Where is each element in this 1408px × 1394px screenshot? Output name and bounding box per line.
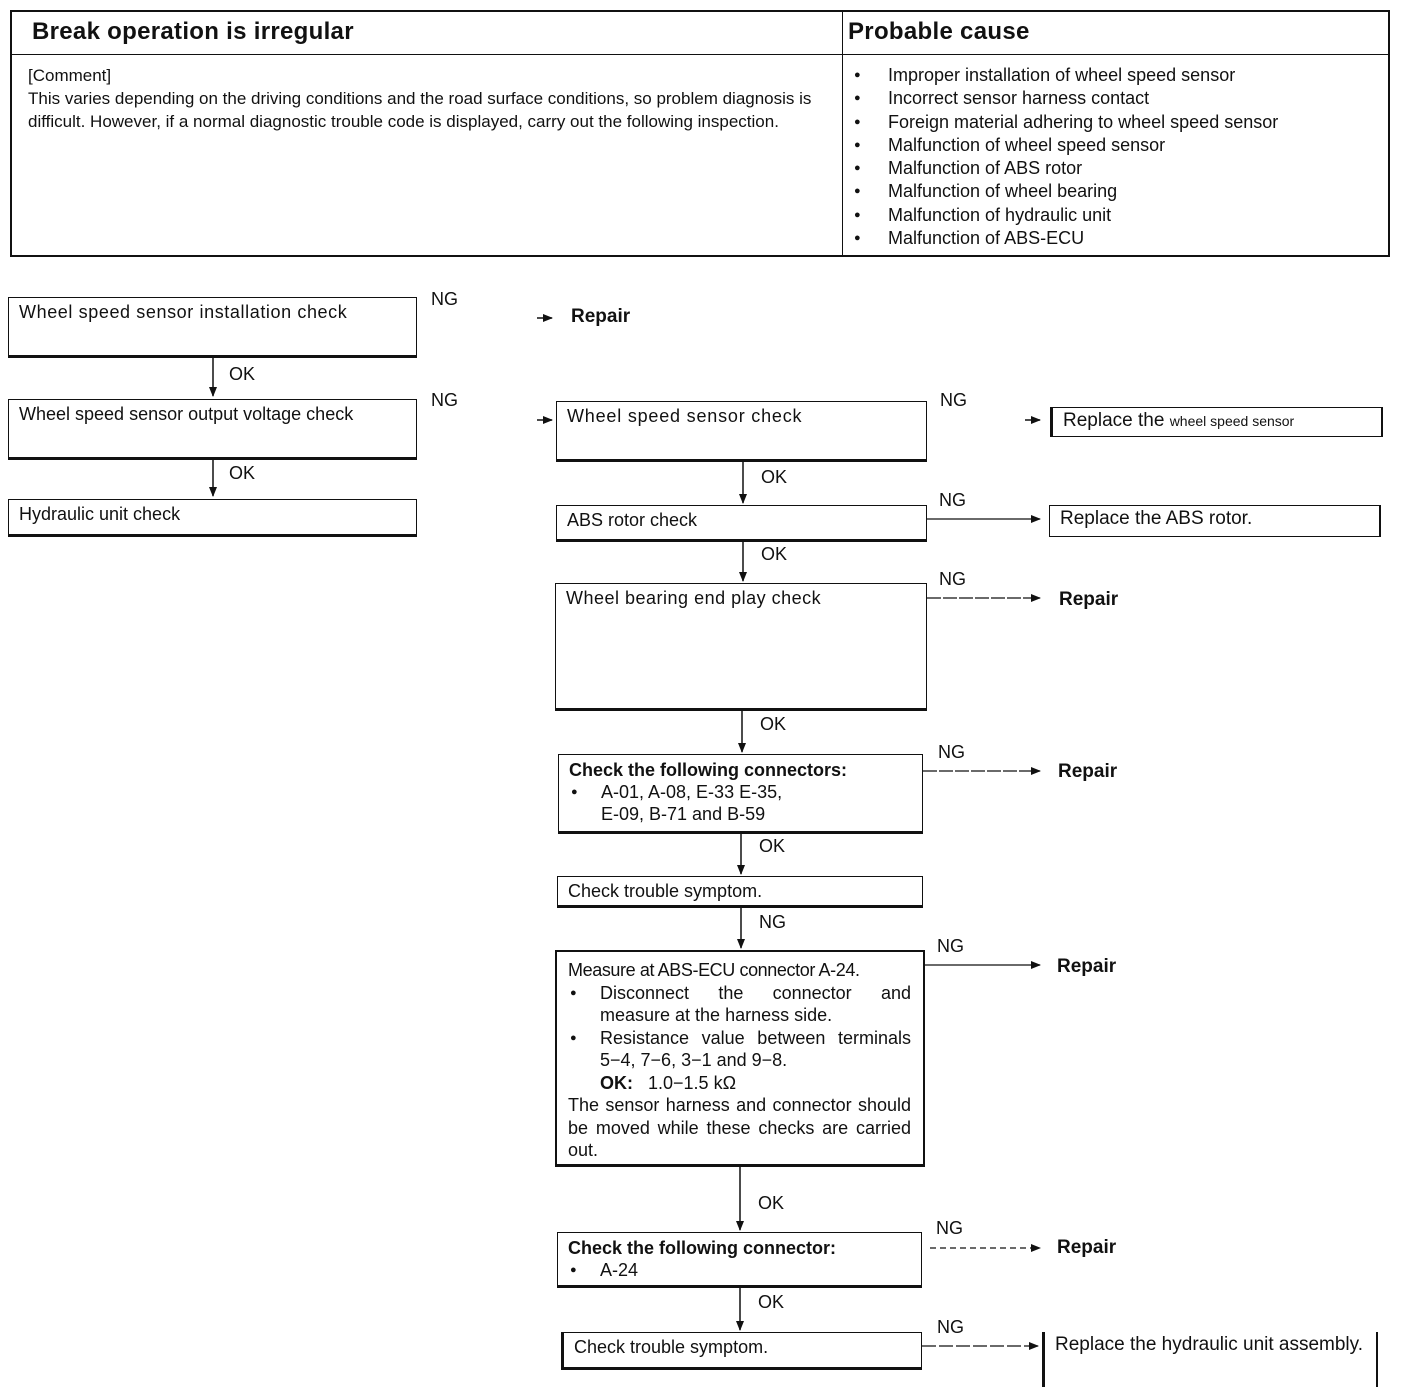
connector-check-title: Check the following connector: — [568, 1238, 837, 1258]
cause-item: ● Malfunction of ABS-ECU — [850, 227, 1390, 250]
measure-box — [555, 950, 925, 1167]
ok-label: OK — [758, 1292, 785, 1312]
output-check-box — [8, 399, 417, 460]
cause-item: ● Malfunction of hydraulic unit — [850, 204, 1390, 227]
connector-check-item: ● A-24 — [568, 1259, 911, 1281]
cause-item: ● Malfunction of wheel bearing — [850, 180, 1390, 203]
repair-result: Repair — [1057, 956, 1117, 977]
measure-ok-value: 1.0−1.5 kΩ — [648, 1072, 737, 1093]
ng-label: NG — [431, 390, 458, 410]
bearing-check-box — [555, 583, 927, 711]
hydraulic-check-label: Hydraulic unit check — [19, 504, 181, 524]
connectors-list-line: ● A-01, A-08, E-33 E-35, — [601, 782, 783, 802]
ng-label: NG — [431, 289, 458, 309]
symptom-check-label: Check trouble symptom. — [568, 881, 763, 901]
measure-bullet: ● Resistance value between terminals 5−4, 7−6, 3−1 and 9−8. — [568, 1027, 911, 1072]
measure-ok-line — [568, 1072, 911, 1095]
install-check-label: Wheel speed sensor installation check — [19, 302, 348, 322]
symptom-check-label: Check trouble symptom. — [574, 1337, 769, 1357]
ng-label: NG — [939, 490, 966, 510]
connectors-check-title: Check the following connectors: — [569, 760, 848, 780]
repair-result: Repair — [571, 306, 631, 327]
connectors-check-box — [558, 754, 923, 834]
measure-ok-label: OK: — [600, 1072, 633, 1093]
ng-label: NG — [759, 912, 786, 932]
replace-sensor-suffix: wheel speed sensor — [1169, 413, 1295, 429]
connectors-list-line: E-09, B-71 and B-59 — [601, 804, 766, 824]
replace-sensor-prefix: Replace the — [1063, 410, 1165, 431]
ok-label: OK — [229, 364, 256, 384]
connector-check-box — [557, 1232, 922, 1288]
symptom-title: Break operation is irregular — [32, 18, 354, 45]
bearing-check-label: Wheel bearing end play check — [566, 588, 822, 608]
probable-cause-title: Probable cause — [848, 18, 1030, 45]
sensor-check-label: Wheel speed sensor check — [567, 406, 803, 426]
ng-label: NG — [940, 390, 967, 410]
hydraulic-check-box — [8, 499, 417, 537]
ng-label: NG — [938, 742, 965, 762]
output-check-label: Wheel speed sensor output voltage check — [19, 404, 354, 424]
replace-hydraulic-box — [1042, 1332, 1378, 1387]
measure-bullet: ● Disconnect the connector and measure at the harness side. — [568, 982, 911, 1027]
cause-item: ● Improper installation of wheel speed sensor — [850, 64, 1390, 87]
rotor-check-box — [556, 505, 927, 542]
cause-item: ● Incorrect sensor harness contact — [850, 87, 1390, 110]
ok-label: OK — [229, 463, 256, 483]
replace-sensor-box — [1050, 407, 1383, 437]
symptom-check-box — [557, 876, 923, 908]
repair-result: Repair — [1057, 1237, 1117, 1258]
measure-note: The sensor harness and connector should be moved while these checks are carried out. — [568, 1095, 911, 1160]
ng-label: NG — [939, 569, 966, 589]
symptom-check-box-2 — [561, 1332, 922, 1370]
rotor-check-label: ABS rotor check — [567, 510, 698, 530]
replace-rotor-box — [1049, 505, 1381, 537]
ng-label: NG — [936, 1218, 963, 1238]
ok-label: OK — [760, 714, 787, 734]
install-check-box — [8, 297, 417, 358]
cause-item: ● Malfunction of wheel speed sensor — [850, 134, 1390, 157]
ok-label: OK — [758, 1193, 785, 1213]
sensor-check-box — [556, 401, 927, 462]
ok-label: OK — [759, 836, 786, 856]
measure-title: Measure at ABS-ECU connector A-24. — [568, 960, 860, 980]
replace-hydraulic-label: Replace the hydraulic unit assembly. — [1055, 1334, 1364, 1355]
cause-item: ● Foreign material adhering to wheel speed sensor — [850, 111, 1390, 134]
replace-rotor-label: Replace the ABS rotor. — [1060, 508, 1253, 529]
ng-label: NG — [937, 1317, 964, 1337]
comment-label: [Comment] — [28, 66, 112, 85]
connectors-list — [569, 781, 912, 825]
ok-label: OK — [761, 544, 788, 564]
ng-label: NG — [937, 936, 964, 956]
cause-item: ● Malfunction of ABS rotor — [850, 157, 1390, 180]
comment-text: This varies depending on the driving conditions and the road surface conditions, so problem diagnosis is difficult. However, if a normal diagnostic trouble code is displayed, carry out the following inspection. — [28, 89, 812, 131]
repair-result: Repair — [1058, 761, 1118, 782]
repair-result: Repair — [1059, 589, 1119, 610]
ok-label: OK — [761, 467, 788, 487]
